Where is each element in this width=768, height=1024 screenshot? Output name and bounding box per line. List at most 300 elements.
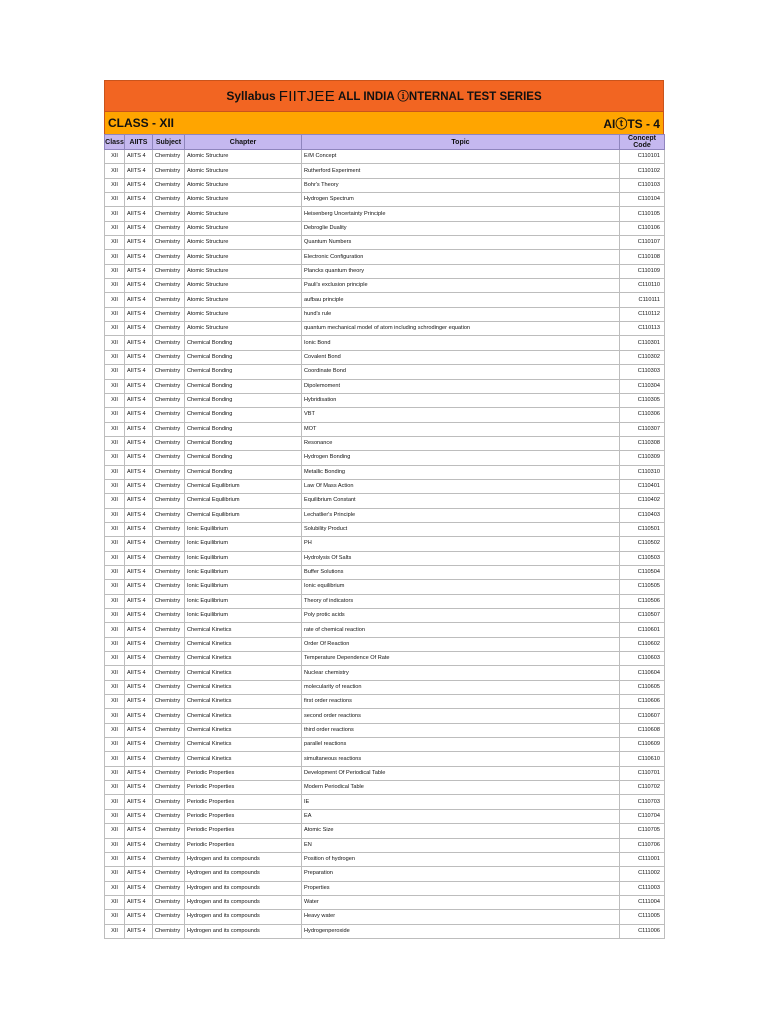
topic-cell: PH — [302, 537, 620, 551]
concept-code-cell: C110111 — [620, 293, 665, 307]
chapter-cell: Periodic Properties — [185, 766, 302, 780]
concept-code-cell: C110706 — [620, 838, 665, 852]
table-row — [105, 365, 665, 379]
concept-code-cell: C110704 — [620, 809, 665, 823]
aiits-cell: AIITS 4 — [125, 867, 153, 881]
concept-code-cell: C110103 — [620, 178, 665, 192]
aiits-cell: AIITS 4 — [125, 824, 153, 838]
subject-cell: Chemistry — [153, 809, 185, 823]
subject-cell: Chemistry — [153, 451, 185, 465]
chapter-cell: Atomic Structure — [185, 150, 302, 164]
topic-cell: Poly protic acids — [302, 609, 620, 623]
aiits-cell: AIITS 4 — [125, 852, 153, 866]
topic-cell: MOT — [302, 422, 620, 436]
topic-cell: Equilibrium Constant — [302, 494, 620, 508]
topic-cell: VBT — [302, 408, 620, 422]
subject-cell: Chemistry — [153, 795, 185, 809]
topic-cell: Properties — [302, 881, 620, 895]
concept-code-cell: C110109 — [620, 264, 665, 278]
table-row — [105, 565, 665, 579]
table-row — [105, 666, 665, 680]
chapter-cell: Chemical Kinetics — [185, 680, 302, 694]
aiits-cell: AIITS 4 — [125, 637, 153, 651]
topic-cell: Modern Periodical Table — [302, 781, 620, 795]
chapter-cell: Chemical Bonding — [185, 451, 302, 465]
table-row — [105, 738, 665, 752]
concept-code-cell: C110607 — [620, 709, 665, 723]
class-cell: XII — [105, 322, 125, 336]
concept-code-cell: C110501 — [620, 522, 665, 536]
chapter-cell: Periodic Properties — [185, 795, 302, 809]
topic-cell: hund's rule — [302, 307, 620, 321]
table-row — [105, 207, 665, 221]
concept-code-cell: C110113 — [620, 322, 665, 336]
aiits-cell: AIITS 4 — [125, 809, 153, 823]
concept-code-cell: C110308 — [620, 436, 665, 450]
aiits-cell: AIITS 4 — [125, 193, 153, 207]
table-row — [105, 609, 665, 623]
table-row — [105, 264, 665, 278]
class-cell: XII — [105, 350, 125, 364]
subject-cell: Chemistry — [153, 565, 185, 579]
chapter-cell: Periodic Properties — [185, 809, 302, 823]
topic-cell: aufbau principle — [302, 293, 620, 307]
table-row — [105, 695, 665, 709]
class-cell: XII — [105, 551, 125, 565]
chapter-cell: Chemical Bonding — [185, 336, 302, 350]
table-row — [105, 580, 665, 594]
concept-code-cell: C110301 — [620, 336, 665, 350]
table-row — [105, 723, 665, 737]
table-row — [105, 221, 665, 235]
concept-code-cell: C110502 — [620, 537, 665, 551]
class-cell: XII — [105, 723, 125, 737]
chapter-cell: Chemical Equilibrium — [185, 508, 302, 522]
table-row — [105, 680, 665, 694]
topic-cell: quantum mechanical model of atom including schrodinger equation — [302, 322, 620, 336]
chapter-cell: Chemical Bonding — [185, 422, 302, 436]
topic-cell: Dipolemoment — [302, 379, 620, 393]
subject-cell: Chemistry — [153, 551, 185, 565]
table-row — [105, 838, 665, 852]
topic-cell: Coordinate Bond — [302, 365, 620, 379]
subject-cell: Chemistry — [153, 781, 185, 795]
table-row — [105, 307, 665, 321]
topic-cell: Hydrogen Spectrum — [302, 193, 620, 207]
table-row — [105, 910, 665, 924]
concept-code-cell: C110101 — [620, 150, 665, 164]
topic-cell: Resonance — [302, 436, 620, 450]
chapter-cell: Ionic Equilibrium — [185, 551, 302, 565]
aiits-cell: AIITS 4 — [125, 766, 153, 780]
aiits-cell: AIITS 4 — [125, 293, 153, 307]
aiits-cell: AIITS 4 — [125, 723, 153, 737]
class-cell: XII — [105, 867, 125, 881]
subject-cell: Chemistry — [153, 193, 185, 207]
chapter-cell: Ionic Equilibrium — [185, 522, 302, 536]
class-cell: XII — [105, 522, 125, 536]
aiits-cell: AIITS 4 — [125, 236, 153, 250]
chapter-cell: Atomic Structure — [185, 236, 302, 250]
chapter-cell: Ionic Equilibrium — [185, 580, 302, 594]
column-header-concept-code: Concept Code — [620, 135, 665, 150]
class-cell: XII — [105, 178, 125, 192]
topic-cell: Pauli's exclusion principle — [302, 279, 620, 293]
class-cell: XII — [105, 393, 125, 407]
class-cell: XII — [105, 910, 125, 924]
class-label: CLASS - XII — [108, 116, 175, 130]
table-row — [105, 637, 665, 651]
chapter-cell: Chemical Bonding — [185, 379, 302, 393]
topic-cell: Theory of indicators — [302, 594, 620, 608]
subject-cell: Chemistry — [153, 336, 185, 350]
class-cell: XII — [105, 193, 125, 207]
subject-cell: Chemistry — [153, 752, 185, 766]
table-row — [105, 766, 665, 780]
concept-code-cell: C110108 — [620, 250, 665, 264]
class-cell: XII — [105, 264, 125, 278]
concept-code-cell: C110104 — [620, 193, 665, 207]
aiits-cell: AIITS 4 — [125, 522, 153, 536]
chapter-cell: Atomic Structure — [185, 264, 302, 278]
class-cell: XII — [105, 838, 125, 852]
subject-cell: Chemistry — [153, 350, 185, 364]
subject-cell: Chemistry — [153, 293, 185, 307]
aiits-cell: AIITS 4 — [125, 307, 153, 321]
topic-cell: second order reactions — [302, 709, 620, 723]
subject-cell: Chemistry — [153, 580, 185, 594]
topic-cell: Hydrolysis Of Salts — [302, 551, 620, 565]
table-row — [105, 867, 665, 881]
subject-cell: Chemistry — [153, 250, 185, 264]
topic-cell: Hybridisation — [302, 393, 620, 407]
chapter-cell: Atomic Structure — [185, 322, 302, 336]
class-cell: XII — [105, 379, 125, 393]
table-row — [105, 752, 665, 766]
concept-code-cell: C110305 — [620, 393, 665, 407]
chapter-cell: Chemical Kinetics — [185, 723, 302, 737]
aiits-cell: AIITS 4 — [125, 680, 153, 694]
aiits-cell: AIITS 4 — [125, 322, 153, 336]
aiits-cell: AIITS 4 — [125, 652, 153, 666]
class-cell: XII — [105, 250, 125, 264]
topic-cell: IE — [302, 795, 620, 809]
class-cell: XII — [105, 408, 125, 422]
table-row — [105, 522, 665, 536]
topic-cell: Metallic Bonding — [302, 465, 620, 479]
aiits-cell: AIITS 4 — [125, 910, 153, 924]
topic-cell: Rutherford Experiment — [302, 164, 620, 178]
class-cell: XII — [105, 207, 125, 221]
chapter-cell: Hydrogen and its compounds — [185, 867, 302, 881]
concept-code-cell: C110701 — [620, 766, 665, 780]
subject-cell: Chemistry — [153, 479, 185, 493]
aiits-cell: AIITS 4 — [125, 537, 153, 551]
title-banner — [104, 80, 664, 112]
concept-code-cell: C110402 — [620, 494, 665, 508]
table-row — [105, 451, 665, 465]
concept-code-cell: C110610 — [620, 752, 665, 766]
concept-code-cell: C110606 — [620, 695, 665, 709]
concept-code-cell: C110505 — [620, 580, 665, 594]
class-cell: XII — [105, 781, 125, 795]
topic-cell: Water — [302, 895, 620, 909]
subject-cell: Chemistry — [153, 881, 185, 895]
column-header-chapter: Chapter — [185, 135, 302, 150]
aiits-cell: AIITS 4 — [125, 594, 153, 608]
table-row — [105, 537, 665, 551]
aiits-cell: AIITS 4 — [125, 221, 153, 235]
aiits-cell: AIITS 4 — [125, 379, 153, 393]
topic-cell: Heisenberg Uncertainty Principle — [302, 207, 620, 221]
aiits-cell: AIITS 4 — [125, 393, 153, 407]
column-header-class: Class — [105, 135, 125, 150]
table-row — [105, 408, 665, 422]
table-row — [105, 193, 665, 207]
column-header-subject: Subject — [153, 135, 185, 150]
chapter-cell: Chemical Bonding — [185, 408, 302, 422]
subject-cell: Chemistry — [153, 465, 185, 479]
concept-code-cell: C110303 — [620, 365, 665, 379]
table-row — [105, 652, 665, 666]
subject-cell: Chemistry — [153, 494, 185, 508]
subject-cell: Chemistry — [153, 150, 185, 164]
subject-cell: Chemistry — [153, 895, 185, 909]
chapter-cell: Atomic Structure — [185, 207, 302, 221]
chapter-cell: Atomic Structure — [185, 293, 302, 307]
topic-cell: Quantum Numbers — [302, 236, 620, 250]
concept-code-cell: C110310 — [620, 465, 665, 479]
title-brand: FIITJEE — [278, 87, 336, 105]
topic-cell: Buffer Solutions — [302, 565, 620, 579]
class-cell: XII — [105, 809, 125, 823]
class-banner — [104, 112, 664, 134]
chapter-cell: Atomic Structure — [185, 193, 302, 207]
subject-cell: Chemistry — [153, 307, 185, 321]
syllabus-sheet — [104, 80, 664, 939]
aiits-cell: AIITS 4 — [125, 336, 153, 350]
topic-cell: Plancks quantum theory — [302, 264, 620, 278]
class-cell: XII — [105, 881, 125, 895]
class-cell: XII — [105, 336, 125, 350]
concept-code-cell: C110401 — [620, 479, 665, 493]
aiits-cell: AIITS 4 — [125, 422, 153, 436]
table-row — [105, 178, 665, 192]
chapter-cell: Chemical Kinetics — [185, 652, 302, 666]
table-row — [105, 709, 665, 723]
concept-code-cell: C110504 — [620, 565, 665, 579]
subject-cell: Chemistry — [153, 680, 185, 694]
chapter-cell: Periodic Properties — [185, 838, 302, 852]
topic-cell: third order reactions — [302, 723, 620, 737]
syllabus-table — [104, 134, 665, 939]
chapter-cell: Periodic Properties — [185, 781, 302, 795]
chapter-cell: Chemical Kinetics — [185, 637, 302, 651]
aiits-cell: AIITS 4 — [125, 695, 153, 709]
aiits-cell: AIITS 4 — [125, 178, 153, 192]
class-cell: XII — [105, 824, 125, 838]
class-cell: XII — [105, 852, 125, 866]
concept-code-cell: C110601 — [620, 623, 665, 637]
chapter-cell: Chemical Kinetics — [185, 738, 302, 752]
class-cell: XII — [105, 293, 125, 307]
aiits-cell: AIITS 4 — [125, 479, 153, 493]
chapter-cell: Periodic Properties — [185, 824, 302, 838]
chapter-cell: Chemical Kinetics — [185, 666, 302, 680]
concept-code-cell: C110105 — [620, 207, 665, 221]
concept-code-cell: C111006 — [620, 924, 665, 938]
table-row — [105, 824, 665, 838]
aiits-cell: AIITS 4 — [125, 881, 153, 895]
chapter-cell: Atomic Structure — [185, 307, 302, 321]
table-row — [105, 465, 665, 479]
table-row — [105, 293, 665, 307]
table-row — [105, 350, 665, 364]
topic-cell: parallel reactions — [302, 738, 620, 752]
topic-cell: Ionic equilibrium — [302, 580, 620, 594]
topic-cell: Ionic Bond — [302, 336, 620, 350]
aiits-cell: AIITS 4 — [125, 709, 153, 723]
table-row — [105, 479, 665, 493]
chapter-cell: Hydrogen and its compounds — [185, 910, 302, 924]
class-cell: XII — [105, 307, 125, 321]
test-label: AIⓣTS - 4 — [603, 116, 660, 131]
aiits-cell: AIITS 4 — [125, 551, 153, 565]
class-cell: XII — [105, 451, 125, 465]
concept-code-cell: C110106 — [620, 221, 665, 235]
aiits-cell: AIITS 4 — [125, 350, 153, 364]
column-header-topic: Topic — [302, 135, 620, 150]
class-cell: XII — [105, 709, 125, 723]
subject-cell: Chemistry — [153, 824, 185, 838]
subject-cell: Chemistry — [153, 652, 185, 666]
class-cell: XII — [105, 279, 125, 293]
table-row — [105, 795, 665, 809]
subject-cell: Chemistry — [153, 508, 185, 522]
subject-cell: Chemistry — [153, 709, 185, 723]
table-row — [105, 393, 665, 407]
topic-cell: Order Of Reaction — [302, 637, 620, 651]
topic-cell: Temperature Dependence Of Rate — [302, 652, 620, 666]
class-cell: XII — [105, 537, 125, 551]
class-cell: XII — [105, 895, 125, 909]
column-header-aiits: AIITS — [125, 135, 153, 150]
chapter-cell: Chemical Kinetics — [185, 709, 302, 723]
topic-cell: Position of hydrogen — [302, 852, 620, 866]
class-cell: XII — [105, 795, 125, 809]
subject-cell: Chemistry — [153, 910, 185, 924]
class-cell: XII — [105, 652, 125, 666]
table-row — [105, 781, 665, 795]
aiits-cell: AIITS 4 — [125, 795, 153, 809]
title-prefix: Syllabus — [226, 89, 276, 103]
chapter-cell: Hydrogen and its compounds — [185, 924, 302, 938]
aiits-cell: AIITS 4 — [125, 436, 153, 450]
subject-cell: Chemistry — [153, 623, 185, 637]
chapter-cell: Ionic Equilibrium — [185, 609, 302, 623]
chapter-cell: Atomic Structure — [185, 164, 302, 178]
topic-cell: Solubility Product — [302, 522, 620, 536]
topic-cell: EA — [302, 809, 620, 823]
subject-cell: Chemistry — [153, 637, 185, 651]
class-cell: XII — [105, 565, 125, 579]
table-row — [105, 594, 665, 608]
aiits-cell: AIITS 4 — [125, 508, 153, 522]
class-cell: XII — [105, 365, 125, 379]
class-cell: XII — [105, 150, 125, 164]
class-cell: XII — [105, 766, 125, 780]
subject-cell: Chemistry — [153, 221, 185, 235]
topic-cell: rate of chemical reaction — [302, 623, 620, 637]
chapter-cell: Chemical Kinetics — [185, 752, 302, 766]
concept-code-cell: C110307 — [620, 422, 665, 436]
class-cell: XII — [105, 623, 125, 637]
concept-code-cell: C111002 — [620, 867, 665, 881]
topic-cell: EN — [302, 838, 620, 852]
aiits-cell: AIITS 4 — [125, 580, 153, 594]
table-row — [105, 881, 665, 895]
topic-cell: Heavy water — [302, 910, 620, 924]
class-cell: XII — [105, 752, 125, 766]
subject-cell: Chemistry — [153, 594, 185, 608]
concept-code-cell: C110703 — [620, 795, 665, 809]
aiits-cell: AIITS 4 — [125, 781, 153, 795]
concept-code-cell: C110110 — [620, 279, 665, 293]
topic-cell: Bohr's Theory — [302, 178, 620, 192]
class-cell: XII — [105, 738, 125, 752]
topic-cell: Debroglie Duality — [302, 221, 620, 235]
aiits-cell: AIITS 4 — [125, 565, 153, 579]
topic-cell: E/M Concept — [302, 150, 620, 164]
aiits-cell: AIITS 4 — [125, 924, 153, 938]
subject-cell: Chemistry — [153, 178, 185, 192]
class-cell: XII — [105, 666, 125, 680]
subject-cell: Chemistry — [153, 264, 185, 278]
chapter-cell: Hydrogen and its compounds — [185, 852, 302, 866]
subject-cell: Chemistry — [153, 436, 185, 450]
topic-cell: Development Of Periodical Table — [302, 766, 620, 780]
aiits-cell: AIITS 4 — [125, 164, 153, 178]
table-row — [105, 551, 665, 565]
table-row — [105, 322, 665, 336]
topic-cell: Hydrogen Bonding — [302, 451, 620, 465]
table-row — [105, 436, 665, 450]
concept-code-cell: C110302 — [620, 350, 665, 364]
aiits-cell: AIITS 4 — [125, 752, 153, 766]
concept-code-cell: C110306 — [620, 408, 665, 422]
class-cell: XII — [105, 680, 125, 694]
topic-cell: Preparation — [302, 867, 620, 881]
chapter-cell: Chemical Kinetics — [185, 623, 302, 637]
chapter-cell: Chemical Equilibrium — [185, 494, 302, 508]
topic-cell: Hydrogenperoxide — [302, 924, 620, 938]
class-cell: XII — [105, 695, 125, 709]
chapter-cell: Chemical Equilibrium — [185, 479, 302, 493]
subject-cell: Chemistry — [153, 924, 185, 938]
subject-cell: Chemistry — [153, 766, 185, 780]
table-header-row — [105, 135, 665, 150]
subject-cell: Chemistry — [153, 164, 185, 178]
subject-cell: Chemistry — [153, 322, 185, 336]
table-row — [105, 852, 665, 866]
concept-code-cell: C111005 — [620, 910, 665, 924]
concept-code-cell: C110609 — [620, 738, 665, 752]
aiits-cell: AIITS 4 — [125, 838, 153, 852]
table-row — [105, 379, 665, 393]
chapter-cell: Chemical Bonding — [185, 350, 302, 364]
topic-cell: molecularity of reaction — [302, 680, 620, 694]
topic-cell: simultaneous reactions — [302, 752, 620, 766]
